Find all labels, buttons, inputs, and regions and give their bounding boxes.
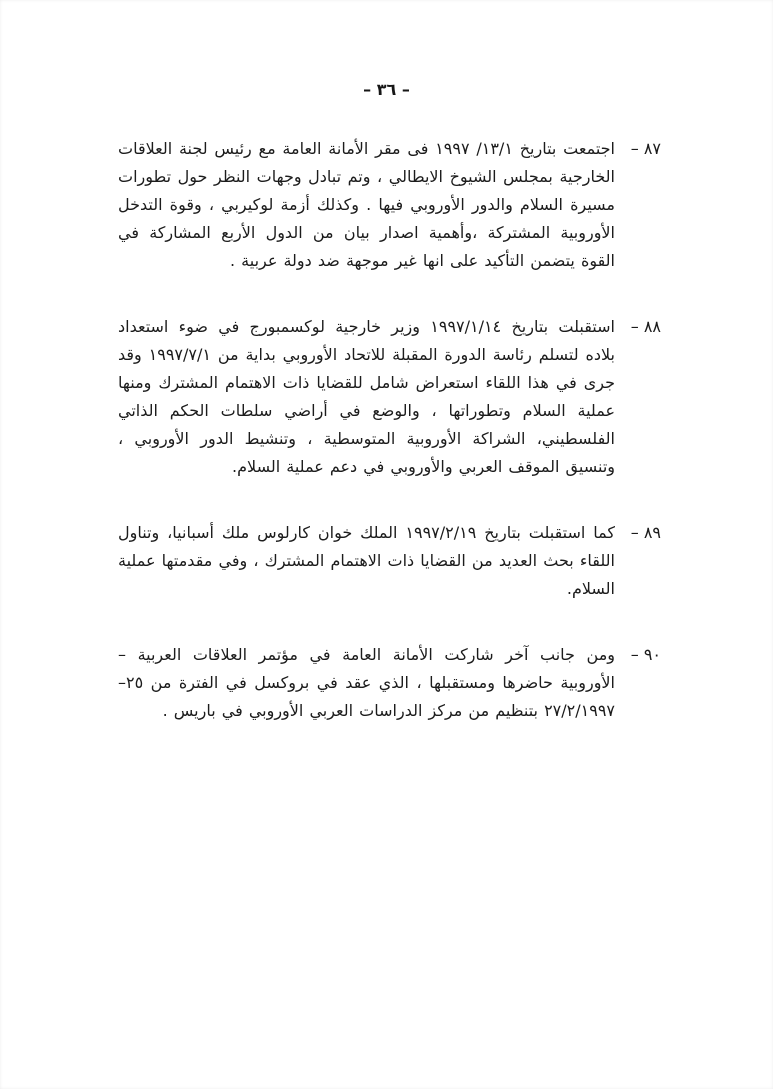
page-number: – ٣٦ – <box>363 80 410 99</box>
paragraph-text: اجتمعت بتاريخ ١٣/١/ ١٩٩٧ فى مقر الأمانة العامة مع رئيس لجنة العلاقات الخارجية بمجلس الشيوخ الايطالي ، وتم تبادل وجهات النظر حول تطورات مسيرة السلام والدور الأوروبي فيها . وكذلك أزمة لوكيربي ، وقوة التدخل الأوروبية المشتركة ،وأهمية اصدار بيان من الدول الأربع المشاركة في القوة يتضمن التأكيد على انها غير موجهة ضد دولة عربية . <box>118 139 615 270</box>
paragraph-number: ٩٠ – <box>630 645 661 664</box>
paragraph-text: ومن جانب آخر شاركت الأمانة العامة في مؤتمر العلاقات العربية – الأوروبية حاضرها ومستقبلها ، الذي عقد في بروكسل في الفترة من ٢٥–٢٧/٢/١٩٩٧ بتنظيم من مركز الدراسات العربي الأوروبي في باريس . <box>118 645 615 720</box>
paragraph-89 <box>118 519 661 603</box>
paragraph-number: ٨٧ – <box>630 139 661 158</box>
paragraph-90 <box>118 641 661 725</box>
paragraph-87 <box>118 135 661 275</box>
document-body <box>0 135 773 725</box>
paragraph-number: ٨٨ – <box>630 317 661 336</box>
paragraph-number: ٨٩ – <box>630 523 661 542</box>
paragraph-text: كما استقبلت بتاريخ ١٩٩٧/٢/١٩ الملك خوان كارلوس ملك أسبانيا، وتناول اللقاء بحث العديد من القضايا ذات الاهتمام المشترك ، وفي مقدمتها عملية السلام. <box>118 523 615 598</box>
paragraph-text: استقبلت بتاريخ ١٩٩٧/١/١٤ وزير خارجية لوكسمبورج في ضوء استعداد بلاده لتسلم رئاسة الدورة المقبلة للاتحاد الأوروبي بداية من ١٩٩٧/٧/١ وقد جرى في هذا اللقاء استعراض شامل للقضايا ذات الاهتمام المشترك ومنها عملية السلام وتطوراتها ، والوضع في أراضي سلطات الحكم الذاتي الفلسطيني، الشراكة الأوروبية المتوسطية ، وتنشيط الدور الأوروبي ، وتنسيق الموقف العربي والأوروبي في دعم عملية السلام. <box>118 317 615 476</box>
paragraph-88 <box>118 313 661 481</box>
